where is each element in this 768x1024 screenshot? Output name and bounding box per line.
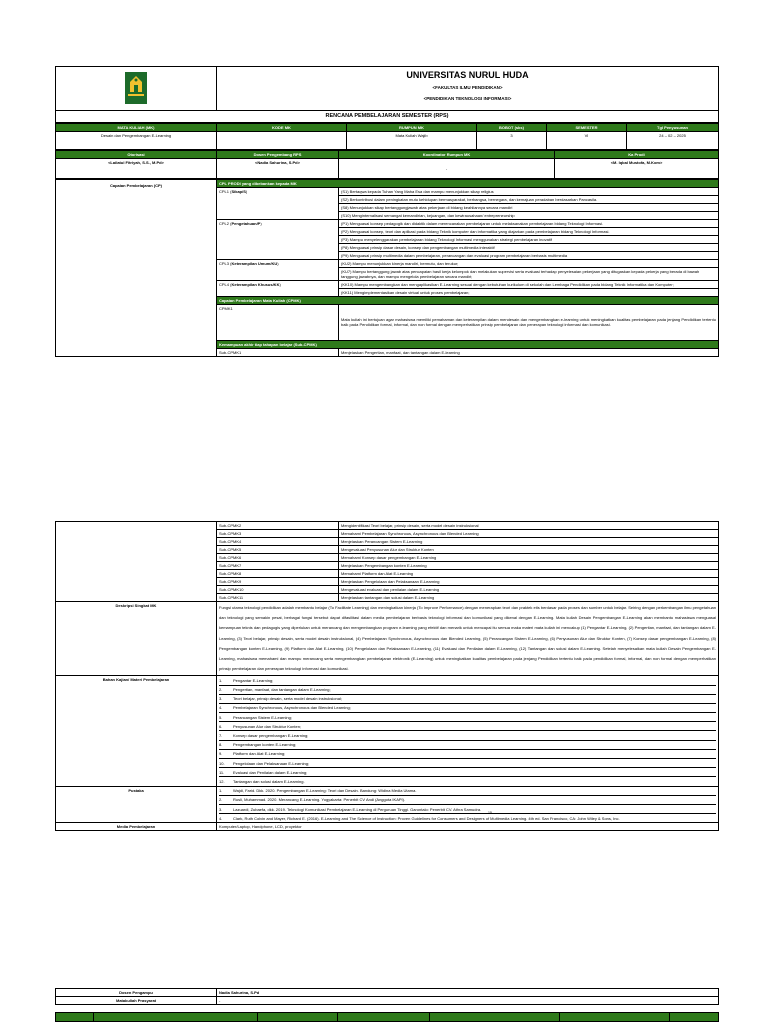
pustaka-item-number: 3.	[219, 806, 223, 812]
bahan-kajian-item	[219, 695, 716, 704]
bahan-kajian-item	[219, 759, 716, 768]
bahan-kajian-item	[219, 750, 716, 759]
prasyarat-value: -	[217, 997, 719, 1005]
sub-cpmk-text: Menjelaskan Pengertian, manfaat, dan tantangan dalam E-learning	[339, 348, 719, 356]
sub-cpmk-text: Menjelaskan Pengembangan konten E-Learning	[339, 562, 719, 570]
pustaka-item	[219, 814, 716, 822]
bahan-kajian-item-number: 4.	[219, 705, 223, 711]
cpl4-item: (KK10) Mampu mengembangkan dan mengaplikasikan E-Learning sesuai dengan kebutuhan kurikulum di sekolah dan Lembaga Pendidikan pada bidang Teknik Informatika dan Komputer;	[339, 280, 719, 288]
pustaka-cell	[217, 786, 719, 823]
header-table	[55, 66, 719, 123]
cpl1-item: (S2) Berkontribusi dalam peningkatan mutu kehidupan bermasyarakat, berbangsa, bernegara, dan kemajuan peradaban berdasarkan Pancasila.	[339, 195, 719, 203]
media-text: Komputer/Laptop, Handphone, LCD, proyektor	[217, 823, 719, 831]
pustaka-item	[219, 796, 716, 805]
sub-cpmk-code: Sub-CPMK3	[217, 530, 339, 538]
course-header-semester: SEMESTER	[547, 123, 627, 131]
sub-cpmk-code: Sub-CPMK4	[217, 538, 339, 546]
sub-cpmk-code: Sub-CPMK5	[217, 546, 339, 554]
rps-page-2	[55, 521, 719, 831]
program-name: <PENDIDIKAN TEKNOLOGI INFORMASI>	[423, 95, 512, 101]
course-value-bobot: 3	[477, 131, 547, 149]
bahan-kajian-item-text: Pengembangan konten E-Learning;	[233, 742, 297, 748]
cpl1-item: (S10) Menginternalisasi semangat kemandirian, kejuangan, dan kewirausahaan/ entrepreneurship	[339, 211, 719, 219]
university-name: UNIVERSITAS NURUL HUDA	[406, 70, 529, 80]
cpl2-item: (P9) Menguasai prinsip multimedia dalam pembelajaran, perancangan dan evaluasi program pembelajaran berbasis multimedia	[339, 251, 719, 259]
sub-cpmk-code: Sub-CPMK8	[217, 570, 339, 578]
auth-header-koordinator: Koordinator Rumpun MK	[339, 150, 555, 158]
cpl1-item: (S1) Bertaqwa kepada Tuhan Yang Maha Esa dan mampu menunjukkan sikap religius	[339, 187, 719, 195]
bahan-kajian-item	[219, 731, 716, 740]
bahan-kajian-item-number: 2.	[219, 687, 223, 693]
course-header-kode: KODE MK	[217, 123, 347, 131]
pustaka-item-number: 2.	[219, 797, 223, 803]
pustaka-list	[219, 787, 716, 823]
bahan-kajian-item-text: Pengertian, manfaat, dan tantangan dalam E-Learning;	[233, 687, 331, 693]
bahan-kajian-cell	[217, 676, 719, 786]
bahan-kajian-item-text: Perancangan Sistem E-Learning;	[233, 714, 292, 720]
sub-cpmk-code: Sub-CPMK10	[217, 586, 339, 594]
bahan-kajian-item	[219, 722, 716, 731]
pustaka-item-number: 4.	[219, 815, 223, 821]
bahan-kajian-item	[219, 768, 716, 777]
prasyarat-label: Matakuliah Prasyarat	[56, 997, 217, 1005]
bahan-kajian-item-text: Konsep dasar pengembangan E-Learning;	[233, 733, 309, 739]
deskripsi-text: Fungsi utama teknologi pendidikan adalah membantu belajar (To Facilitate Learning) dan meningkatkan kinerja (To Improve Performance) dengan menerapkan teori dan praktek etis berdasar pada proses dan sumber untuk belajar. Seiring dengan perkembangan ilmu pengetahuan dan teknologi yang semakin pesat, berbagai fungsi tersebut dapat difasilitasi dalam media pembelajaran berbasis teknologi informasi dan komunikasi yang dikenal dengan E-Learning. Mata kuliah Desain Pengembangan E-Learning akan membantu mahasiswa menguasai kemampuan teknis dan pedagogis yang diperlukan untuk merancang dan mengembangkan program e-learning yang efektif dan menarik untuk mencapai itu semua maka materi mata kuliah ini mencakup (1) Pengantar E-Learning, (2) Pengertian, manfaat, dan tantangan dalam E-Learning, (3) Teori belajar, prinsip desain, serta model desain instruksional, (4) Pembelajaran Synchronous, Asynchronous dan Blended Learning, (5) Perancangan Sistem E-Learning, (6) Penyusunan Alur dan Struktur Konten, (7) Konsep dasar pengembangan E-Learning, (8) Pengembangan konten E-Learning, (9) Platform dan Alat E-Learning, (10) Pengelolaan dan Pelaksanaan E-Learning, (11) Evaluasi dan Penilaian dalam E-Learning, (12) Tantangan dan solusi dalam E-Learning. Setelah menyelesaikan mata kuliah Desain Pengembangan E-Learning, mahasiswa memahami dan mampu merancang serta mengembangkan pembelajaran elektronik (E-Learning) untuk meningkatkan kualitas pembelajaran pada jenjang Pendidikan tertentu baik pada pendidikan formal, informal, dan non formal dengan memperhatikan prinsip pembelajaran dan penerapan teknologi informasi dan komunikasi.	[217, 602, 719, 676]
course-info-table	[55, 123, 719, 150]
bahan-kajian-item-text: Penyusunan Alur dan Struktur Konten;	[233, 723, 302, 729]
sub-cpmk-text: Memahami Platform dan Alat E-Learning	[339, 570, 719, 578]
cp-table	[55, 179, 719, 357]
cpmk-text: Mata kuliah ini bertujuan agar mahasiswa memiliki pemahaman dan keterampilan dalam mendesain dan mengembangkan e-learning untuk meningkatkan kualitas pembelajaran pada jenjang Pendidikan tertentu baik pada Pendidikan formal, informal, dan non formal dengan memperhatikan prinsip pembelajaran dan penerapan teknologi informasi dan komunikasi.	[339, 304, 719, 340]
sub-cpmk-text: Mengevaluasi Penyusunan Alur dan Struktur Konten	[339, 546, 719, 554]
cpl2-item: (P1) Menguasai konsep pedagogik dan didaktik dalam merencanakan pembelajaran untuk melaksanakan pembelajaran bidang Teknologi Informasi.	[339, 219, 719, 227]
pustaka-item-text: Lazuardi, Zubaefa, dkk. 2019. Teknologi Komunikasi Pembelajaran E-Learning di Perguruan Tinggi. Garontalo: Penerbit CV. Athra Samudra.	[233, 806, 482, 812]
bahan-kajian-item	[219, 713, 716, 722]
authorization-table	[55, 150, 719, 179]
course-value-tgl: 24 – 02 – 2025	[627, 131, 719, 149]
bahan-kajian-item	[219, 686, 716, 695]
sub-cpmk-text: Menjelaskan tantangan dan solusi dalam E-Learning	[339, 594, 719, 602]
pustaka-label: Pustaka	[56, 786, 217, 823]
bahan-kajian-item-number: 11.	[219, 769, 225, 775]
cpl4-item: (KK11) Mengimplementasikan desain virtual untuk proses pembelajaran;	[339, 288, 719, 296]
pustaka-item-text: Clark, Ruth Colvin and Mayer, Richard E. (2016). E-Learning and The Science of Instruction: Proven Guidelines for Consumers and Designers of Multimedia Learning. 4th ed. San Francisco, CA: John Wiley & Sons, Inc.	[233, 815, 620, 821]
bahan-kajian-item-number: 1.	[219, 677, 223, 683]
dosen-pengampu-value: Nadia Sahurina, S.Pd	[217, 989, 719, 997]
sub-cpmk-text: Memahami Pembelajaran Synchronous, Asynchronous dan Blended Learning	[339, 530, 719, 538]
university-logo	[125, 72, 147, 104]
bahan-kajian-item-text: Teori belajar, prinsip desain, serta model desain instruksional;	[233, 696, 342, 702]
sub-cpmk-header: Kemampuan akhir tiap tahapan belajar (Sub-CPMK)	[217, 340, 719, 348]
university-title-cell	[217, 67, 719, 111]
course-header-bobot: BOBOT (sks)	[477, 123, 547, 131]
cpl2-label: CPL2 (Pengetahuan/P)	[217, 219, 339, 259]
bahan-kajian-item-text: Pengelolaan dan Pelaksanaan E-Learning;	[233, 760, 310, 766]
sub-cpmk-text: Memahami Konsep dasar pengembangan E-Learning	[339, 554, 719, 562]
course-value-rumpun: Mata Kuliah Wajib	[347, 131, 477, 149]
bahan-kajian-item-number: 8.	[219, 742, 223, 748]
bahan-kajian-item-number: 3.	[219, 696, 223, 702]
page3-table	[55, 988, 719, 1005]
rps-page-3	[55, 988, 719, 1022]
sub-cpmk-text: Mengidentifikasi Teori belajar, prinsip desain, serta model desain instruksional	[339, 522, 719, 530]
course-header-mk: MATA KULIAH (MK)	[56, 123, 217, 131]
bahan-kajian-item-text: Platform dan Alat E-Learning;	[233, 751, 286, 757]
bahan-kajian-item-number: 12.	[219, 778, 225, 784]
bahan-kajian-item-number: 5.	[219, 714, 223, 720]
pustaka-item-text: Rusli, Muhammad. 2020. Merancang E-Learning. Yogyakarta: Penerbit CV Andi (Anggota IKAPI).	[233, 797, 406, 803]
cpl3-item: (KU2) Mampu menunjukkan kinerja mandiri, bermutu, dan terukur;	[339, 259, 719, 267]
sub-cpmk-text: Menjelaskan Pengelolaan dan Pelaksanaan E-Learning	[339, 578, 719, 586]
auth-header-kaprodi: Ka Prodi	[555, 150, 719, 158]
pustaka-item-number: 1.	[219, 788, 223, 794]
auth-value-kaprodi: <M. Iqbal Mustofa, M.Kom>	[555, 158, 719, 178]
sub-cpmk-text: Menjelaskan Perancangan Sistem E-Learning	[339, 538, 719, 546]
course-header-rumpun: RUMPUN MK	[347, 123, 477, 131]
cpl3-item: (KU7) Mampu bertanggung jawab atas pencapaian hasil kerja kelompok dan melakukan supervisi serta evaluasi terhadap penyelesaian pekerjaan yang ditugaskan kepada pekerja yang berada di bawah tanggung jawabnya, dan mampu mengelola pembelajaran secara mandiri;	[339, 267, 719, 280]
cpl2-item: (P3) Mampu menyelenggarakan pembelajaran bidang Teknologi Informasi menggunakan strategi pembelajaran inovatif	[339, 235, 719, 243]
logo-cell	[56, 67, 217, 111]
bahan-kajian-item	[219, 676, 716, 685]
pustaka-item	[219, 787, 716, 796]
sub-cpmk-continued-label	[56, 522, 217, 602]
university-logo-icon	[125, 72, 147, 104]
auth-value-dosen: <Nadia Sahurina, S.Pd>	[217, 158, 339, 178]
faculty-name: <FAKULTAS ILMU PENDIDIKAN>	[432, 85, 503, 91]
bahan-kajian-item-number: 7.	[219, 733, 223, 739]
sub-cpmk-text: Mengevaluasi evaluasi dan penilaian dalam E-Learning	[339, 586, 719, 594]
bahan-kajian-list	[219, 676, 716, 785]
next-table-header-strip	[55, 1012, 719, 1022]
course-header-tgl: Tgl Penyusunan	[627, 123, 719, 131]
cp-label: Capaian Pembelajaran (CP)	[56, 179, 217, 356]
bahan-kajian-item-text: Evaluasi dan Penilaian dalam E-Learning;	[233, 769, 308, 775]
media-label: Media Pembelajaran	[56, 823, 217, 831]
bahan-kajian-item	[219, 704, 716, 713]
page-number: 15	[488, 810, 492, 815]
bahan-kajian-item-text: Pembelajaran Synchronous, Asynchronous dan Blended Learning;	[233, 705, 351, 711]
auth-header-dosen: Dosen Pengembang RPS	[217, 150, 339, 158]
bahan-kajian-item-number: 9.	[219, 751, 223, 757]
course-value-mk: Desain dan Pengembangan E-Learning	[56, 131, 217, 149]
cpl2-item: (P2) Menguasai konsep, teori dan aplikasi pada bidang Teknik komputer dan informatika yang diajarkan pada pembelajaran bidang Teknologi Informasi.	[339, 227, 719, 235]
rps-page-1	[55, 66, 719, 357]
page2-table	[55, 521, 719, 831]
bahan-kajian-item-number: 6.	[219, 723, 223, 729]
sub-cpmk-code: Sub-CPMK7	[217, 562, 339, 570]
cpl2-item: (P8) Menguasai prinsip dasar desain, konsep dan pengembangan multimedia interaktif	[339, 243, 719, 251]
bahan-kajian-item-number: 10.	[219, 760, 225, 766]
bahan-kajian-item	[219, 741, 716, 750]
cpmk-header: Capaian Pembelajaran Mata Kuliah (CPMK)	[217, 296, 719, 304]
document-title: RENCANA PEMBELAJARAN SEMESTER (RPS)	[56, 111, 719, 123]
sub-cpmk-code: Sub-CPMK11	[217, 594, 339, 602]
bahan-kajian-item-text: Pengantar E-Learning;	[233, 677, 274, 683]
cpl1-label: CPL1 (Sikap/S)	[217, 187, 339, 219]
sub-cpmk-code: Sub-CPMK2	[217, 522, 339, 530]
sub-cpmk-code: Sub-CPMK1	[217, 348, 339, 356]
auth-header-otorisasi: Otorisasi	[56, 150, 217, 158]
auth-value-koordinator: -	[339, 158, 555, 178]
auth-value-otorisasi: <Lailatul Fitriyah, S.S., M.Pd>	[56, 158, 217, 178]
cpl4-label: CPL4 (Keterampilan Khusus/KK)	[217, 280, 339, 296]
pustaka-item	[219, 805, 716, 814]
deskripsi-label: Deskripsi Singkat MK	[56, 602, 217, 676]
bahan-kajian-item-text: Tantangan dan solusi dalam E-Learning.	[233, 778, 305, 784]
dosen-pengampu-label: Dosen Pengampu	[56, 989, 217, 997]
sub-cpmk-code: Sub-CPMK9	[217, 578, 339, 586]
sub-cpmk-code: Sub-CPMK6	[217, 554, 339, 562]
cpl3-label: CPL3 (Keterampilan Umum/KU)	[217, 259, 339, 280]
cpmk-code: CPMK1	[217, 304, 339, 340]
bahan-kajian-label: Bahan Kajian/ Materi Pembelajaran	[56, 676, 217, 786]
bahan-kajian-item	[219, 777, 716, 785]
cpl-header: CPL PRODI yang dibebankan kepada MK	[217, 179, 719, 187]
course-value-semester: VI	[547, 131, 627, 149]
pustaka-item-text: Wajdi, Farid. Dkk. 2020. Pengembangan E-Learning: Teori dan Desain. Bandung: Widina Media Utama.	[233, 788, 417, 794]
course-value-kode	[217, 131, 347, 149]
cpl1-item: (S8) Menunjukkan sikap bertanggungjawab atas pekerjaan di bidang keahliannya secara mandiri	[339, 203, 719, 211]
